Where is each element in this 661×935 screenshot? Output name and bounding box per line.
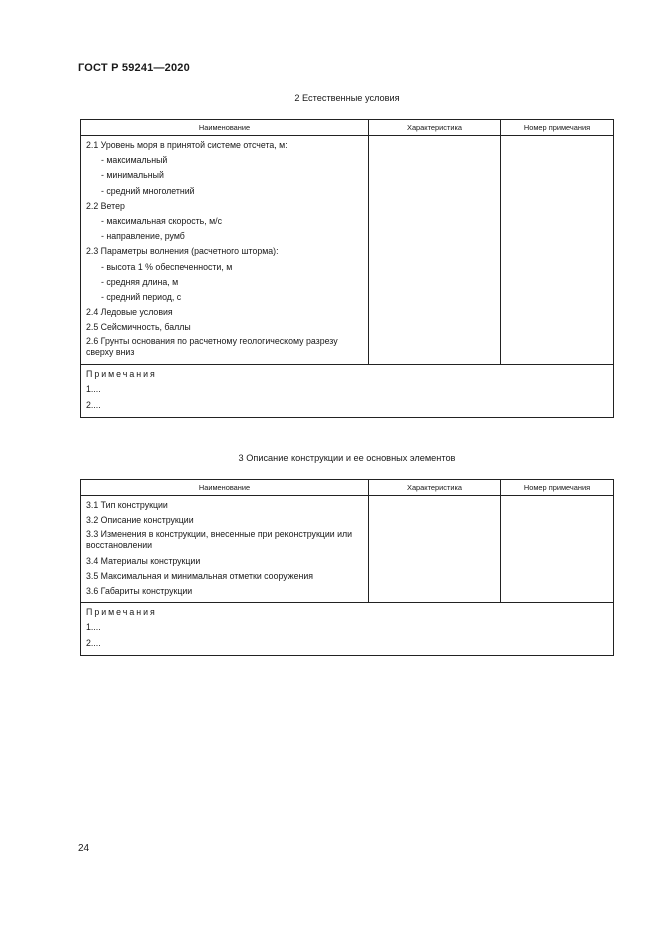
characteristic-column: [369, 496, 501, 602]
table-row: 2.1 Уровень моря в принятой системе отсчета, м:: [86, 140, 288, 150]
note-item: 1....: [86, 622, 101, 633]
table-row: 3.1 Тип конструкции: [86, 500, 168, 510]
note-item: 2....: [86, 399, 101, 410]
column-header-characteristic: Характеристика: [369, 480, 501, 495]
table-row: - максимальная скорость, м/с: [101, 215, 223, 226]
document-code: ГОСТ Р 59241—2020: [78, 62, 190, 74]
section-3-title: 3 Описание конструкции и ее основных элементов: [238, 453, 456, 463]
construction-description-table: [80, 479, 614, 656]
table-row: - средний период, с: [101, 291, 182, 302]
table-header: [81, 120, 613, 136]
table-row: - средний многолетний: [101, 185, 195, 196]
table-row: 3.5 Максимальная и минимальная отметки сооружения: [86, 570, 314, 581]
column-header-note-number: Номер примечания: [523, 483, 591, 492]
table-row: 2.3 Параметры волнения (расчетного шторма):: [86, 246, 279, 257]
table-row: 3.6 Габариты конструкции: [86, 585, 193, 596]
table-row: - направление, румб: [101, 231, 185, 242]
note-number-column: [501, 136, 613, 364]
name-column: [81, 496, 369, 602]
natural-conditions-table: [80, 119, 614, 418]
column-header-characteristic: Характеристика: [369, 120, 501, 135]
table-header: [81, 480, 613, 496]
table-body: [81, 136, 613, 365]
table-body: [81, 496, 613, 603]
section-2-title: 2 Естественные условия: [294, 93, 400, 103]
note-number-column: [501, 496, 613, 602]
column-header-name: Наименование: [81, 480, 369, 495]
characteristic-column: [369, 136, 501, 364]
table-row: 2.5 Сейсмичность, баллы: [86, 322, 191, 333]
name-column: [81, 136, 369, 364]
table-row: 2.4 Ледовые условия: [86, 307, 173, 318]
table-row: 2.6 Грунты основания по расчетному геологическому разрезу сверху вниз: [86, 336, 338, 358]
column-header-note-number: Номер примечания: [523, 123, 591, 132]
notes-block: [81, 365, 613, 417]
note-item: 1....: [86, 383, 101, 394]
table-row: - минимальный: [101, 170, 164, 181]
column-header-name: Наименование: [81, 120, 369, 135]
table-row: - высота 1 % обеспеченности, м: [101, 261, 233, 272]
table-row: - средняя длина, м: [101, 276, 179, 287]
table-row: 3.3 Изменения в конструкции, внесенные при реконструкции или восстановлении: [86, 529, 353, 551]
table-row: 3.2 Описание конструкции: [86, 515, 194, 526]
notes-title: Примечания: [86, 607, 157, 618]
table-row: - максимальный: [101, 155, 168, 166]
page-number: 24: [78, 843, 90, 854]
table-row: 2.2 Ветер: [86, 200, 125, 211]
notes-block: [81, 603, 613, 655]
notes-title: Примечания: [86, 368, 157, 379]
note-item: 2....: [86, 638, 101, 649]
table-row: 3.4 Материалы конструкции: [86, 555, 201, 566]
